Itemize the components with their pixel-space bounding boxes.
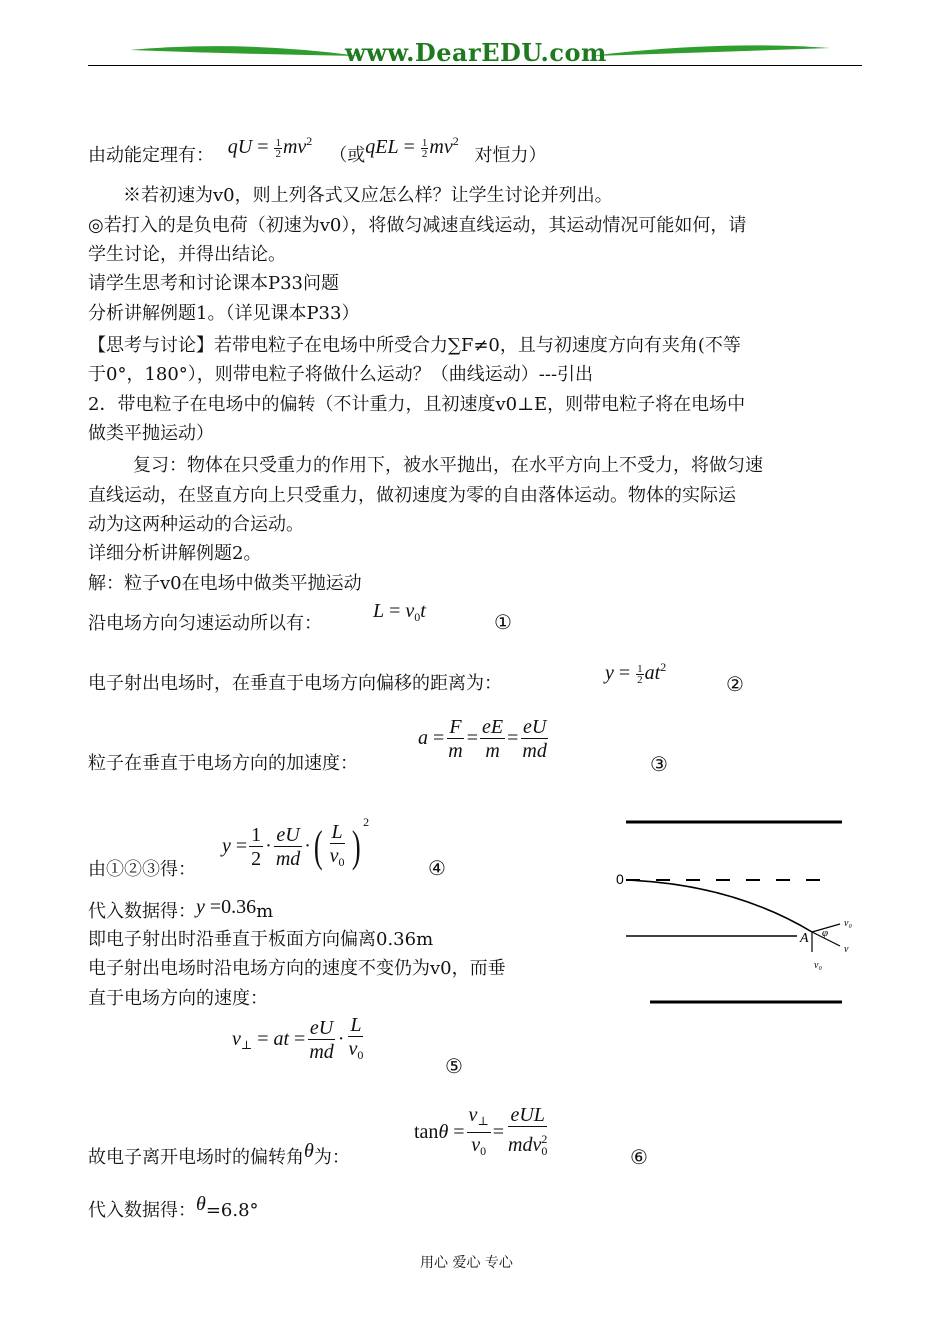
point-a-label: A xyxy=(800,931,809,946)
text-line-16: 沿电场方向匀速运动所以有： xyxy=(88,613,322,634)
text-line-10: 做类平抛运动） xyxy=(88,423,214,444)
v-label: v xyxy=(844,944,849,955)
text-line-3: ◎若打入的是负电荷（初速为v0），将做匀减速直线运动，其运动情况可能如何，请 xyxy=(88,215,747,236)
header-logo xyxy=(120,30,840,70)
footer-text: 用心 爱心 专心 xyxy=(420,1255,513,1271)
formula-l-v0t: $L = v_0t$ xyxy=(373,600,426,624)
vy-label: v₀ xyxy=(814,960,822,971)
text-line-22: 电子射出电场时沿电场方向的速度不变仍为v0，而垂 xyxy=(88,958,506,979)
text-line-2: ※若初速为v0，则上列各式又应怎么样？让学生讨论并列出。 xyxy=(123,185,613,206)
line-kinetic-energy: 由动能定理有： qU = $\frac{1}{2}$ $mv^2$ （或qEL = $\frac{1}{2}$ $mv^2$ 对恒力） xyxy=(88,134,547,166)
formula-y-deflection: y = $\frac{1}{2}$ · $\frac{eU}{md}$ ·( $\frac{L}{v_0}$ )$^2$ xyxy=(222,815,370,872)
formula-y-value: y =0.36 xyxy=(196,896,257,918)
marker-2: ② xyxy=(726,672,744,696)
text-line-19: 由①②③得： xyxy=(88,859,196,880)
text-line-25: 代入数据得：θ=6.8° xyxy=(88,1193,259,1221)
text-line-24: 故电子离开电场时的偏转角θ为： xyxy=(88,1140,350,1168)
formula-qel: qEL = $\frac{1}{2}$ $mv^2$ xyxy=(365,134,459,160)
angle-label: φ xyxy=(822,927,829,939)
text-line-4: 学生讨论，并得出结论。 xyxy=(88,244,286,265)
formula-y-half-at2: y = $\frac{1}{2}$ $at^2$ xyxy=(605,660,667,686)
marker-1: ① xyxy=(494,610,512,634)
logo-text: www.DearEDU.com xyxy=(345,38,607,67)
marker-3: ③ xyxy=(650,752,668,776)
text-line-5: 请学生思考和讨论课本P33问题 xyxy=(88,273,340,294)
deflection-figure xyxy=(612,812,862,1022)
theta-symbol-2: θ xyxy=(196,1193,206,1215)
marker-6: ⑥ xyxy=(630,1145,648,1169)
text-line-20: 代入数据得：y =0.36m xyxy=(88,896,274,922)
formula-acceleration: a = $\frac{F}{m}$ = $\frac{eE}{m}$ = $\frac{eU}{md}$ xyxy=(418,716,547,762)
formula-v-perp: $v_\perp$ = at = $\frac{eU}{md}$ · $\frac{L}{v_0}$ xyxy=(232,1014,364,1063)
text-line-11: 复习：物体在只受重力的作用下，被水平抛出，在水平方向上不受力，将做匀速 xyxy=(133,455,763,476)
marker-5: ⑤ xyxy=(445,1054,463,1078)
text-line-9: 2．带电粒子在电场中的偏转（不计重力，且初速度v0⊥E，则带电粒子将在电场中 xyxy=(88,394,746,415)
text-line-17: 电子射出电场时，在垂直于电场方向偏移的距离为： xyxy=(88,673,502,694)
text-line-12: 直线运动，在竖直方向上只受重力，做初速度为零的自由落体运动。物体的实际运 xyxy=(88,485,736,506)
theta-symbol: θ xyxy=(304,1140,314,1162)
origin-label: 0 xyxy=(616,871,624,887)
vx-label: v₀ xyxy=(844,918,852,929)
text-line-6: 分析讲解例题1。（详见课本P33） xyxy=(88,303,360,324)
text-line-21: 即电子射出时沿垂直于板面方向偏离0.36m xyxy=(88,929,434,950)
text-line-7: 【思考与讨论】若带电粒子在电场中所受合力∑F≠0，且与初速度方向有夹角(不等 xyxy=(88,335,741,356)
header-rule xyxy=(88,65,862,66)
text-line-15: 解：粒子v0在电场中做类平抛运动 xyxy=(88,573,362,594)
formula-tan-theta: tanθ = $\frac{v_\perp}{v_0}$ = $\frac{\text{eUL}}{mdv_0^2}$ xyxy=(414,1104,548,1158)
text-line-18: 粒子在垂直于电场方向的加速度： xyxy=(88,753,358,774)
text-line-8: 于0°，180°），则带电粒子将做什么运动？（曲线运动）---引出 xyxy=(88,364,594,385)
text-line-14: 详细分析讲解例题2。 xyxy=(88,543,262,564)
text-line-13: 动为这两种运动的合运动。 xyxy=(88,514,304,535)
text-line-23: 直于电场方向的速度： xyxy=(88,988,268,1009)
formula-qu: qU = $\frac{1}{2}$ $mv^2$ xyxy=(227,134,313,160)
trajectory-curve xyxy=(626,880,812,932)
marker-4: ④ xyxy=(428,856,446,880)
